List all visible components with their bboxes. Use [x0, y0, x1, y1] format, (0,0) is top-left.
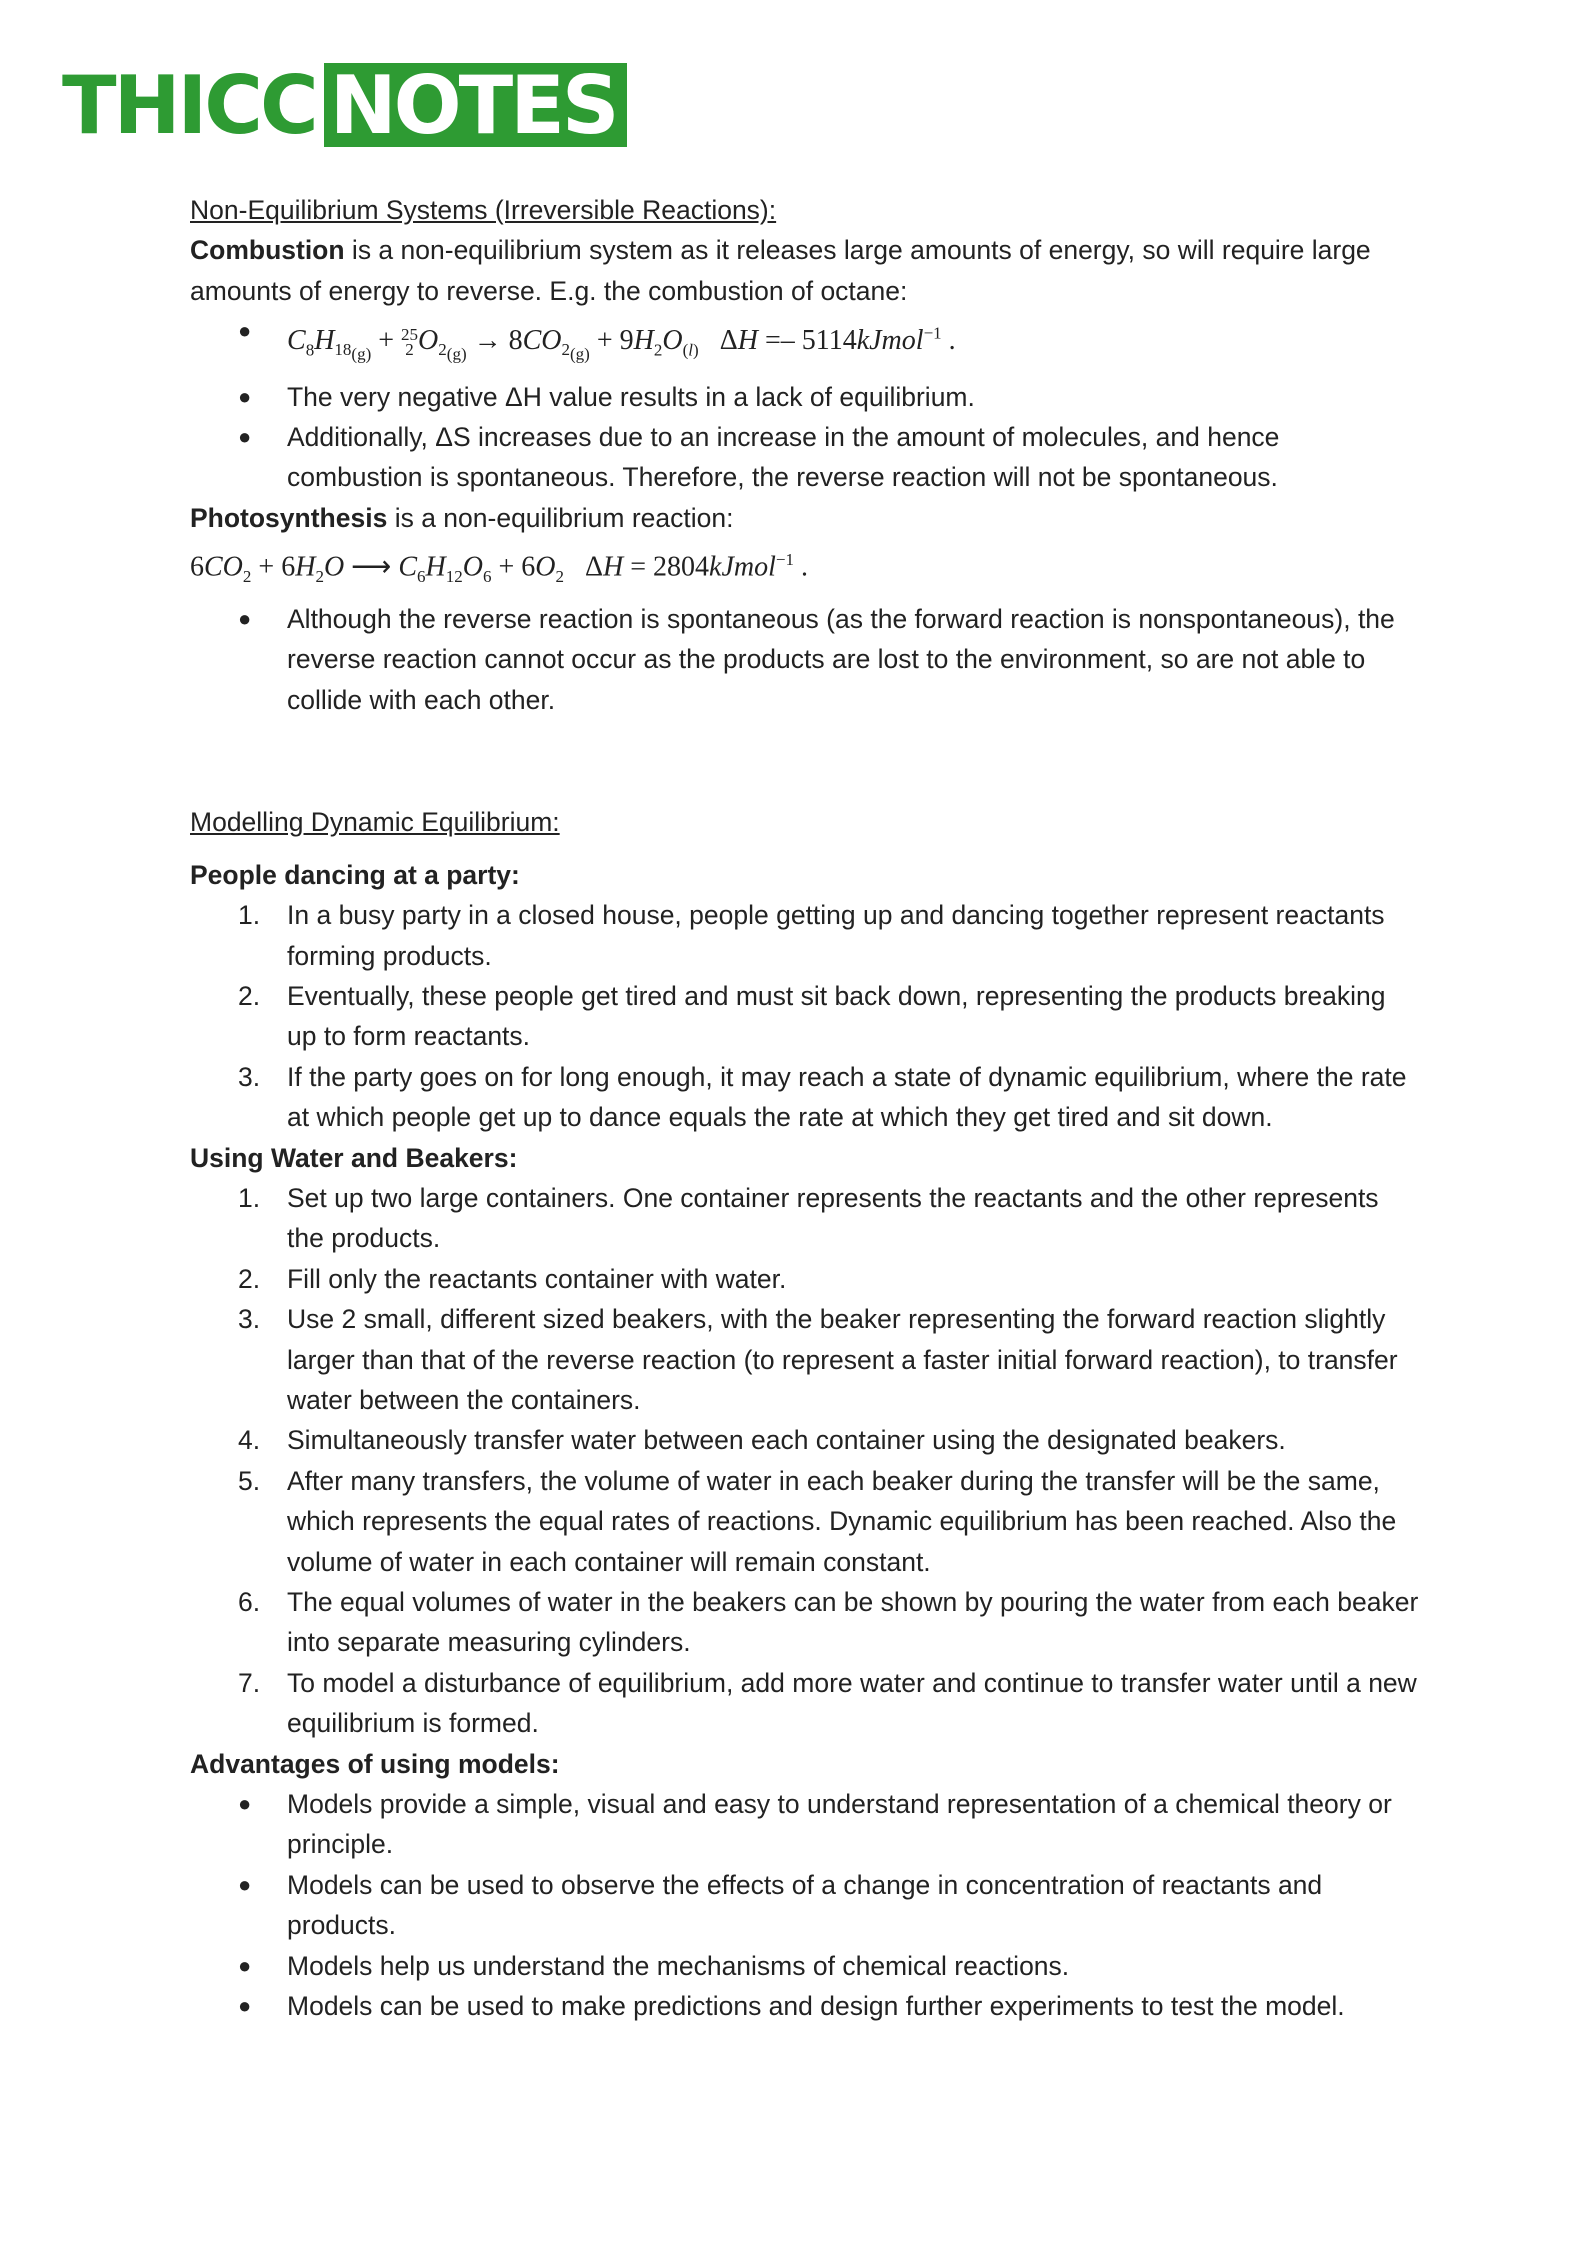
list-number: 7. [238, 1667, 261, 1698]
subheading-party: People dancing at a party: [190, 859, 520, 890]
combustion-equation: $C_8H_{18_{(g)}} + 25$ 2 $O_{2_{(g)}} \to 8CO_{2_{(g)}} + 9H_2O_{(l)}$ ΔH =– 5114kJmol$^{-1}$ . [287, 323, 956, 364]
list-item [190, 1784, 1420, 1865]
bullet-icon: ● [238, 1993, 252, 2019]
list-item [190, 377, 1420, 417]
list-item [190, 1865, 1420, 1946]
item-text: Simultaneously transfer water between each container using the designated beakers. [287, 1425, 1286, 1456]
list-item [190, 1299, 1420, 1420]
bullet-text: Additionally, ΔS increases due to an increase in the amount of molecules, and hence combustion is spontaneous. Therefore, the reverse reaction will not be spontaneous. [287, 421, 1280, 493]
list-item [190, 1461, 1420, 1582]
list-item [190, 1057, 1420, 1138]
bullet-text: The very negative ΔH value results in a lack of equilibrium. [287, 381, 975, 412]
subheading-water: Using Water and Beakers: [190, 1142, 518, 1173]
list-item [190, 1178, 1420, 1259]
combustion-equation-item [190, 311, 1420, 376]
list-number: 1. [238, 900, 261, 931]
subheading-advantages: Advantages of using models: [190, 1748, 560, 1779]
bullet-text: Although the reverse reaction is spontaneous (as the forward reaction is nonspontaneous), the reverse reaction cannot occur as the products are lost to the environment, so are not able to collide with each other. [287, 604, 1395, 715]
list-item [190, 417, 1420, 498]
bullet-icon: ● [238, 606, 252, 632]
combustion-paragraph [190, 230, 1420, 311]
item-text: Set up two large containers. One container represents the reactants and the other represents the products. [287, 1182, 1379, 1254]
item-text: Models can be used to make predictions and design further experiments to test the model. [287, 1991, 1345, 2022]
list-number: 6. [238, 1587, 261, 1618]
list-number: 1. [238, 1182, 261, 1213]
item-text: Eventually, these people get tired and must sit back down, representing the products breaking up to form reactants. [287, 980, 1386, 1052]
list-item [190, 1259, 1420, 1299]
term-photosynthesis: Photosynthesis [190, 502, 388, 533]
item-text: Models provide a simple, visual and easy to understand representation of a chemical theory or principle. [287, 1789, 1392, 1860]
list-number: 3. [238, 1061, 261, 1092]
document-body [190, 190, 1420, 2026]
list-item [190, 976, 1420, 1057]
list-item [190, 1582, 1420, 1663]
item-text: Fill only the reactants container with water. [287, 1263, 787, 1294]
photosynthesis-text: is a non-equilibrium reaction: [387, 502, 734, 533]
list-item [190, 1420, 1420, 1460]
item-text: Models can be used to observe the effects of a change in concentration of reactants and products. [287, 1869, 1323, 1941]
bullet-icon: ● [238, 318, 252, 344]
list-item [190, 1663, 1420, 1744]
bullet-icon: ● [238, 1791, 252, 1817]
list-number: 2. [238, 1263, 261, 1294]
term-combustion: Combustion [190, 235, 345, 266]
thiccnotes-logo [62, 58, 627, 152]
photosynthesis-equation: $6CO_2 + 6H_2O$ ⟶ $C_6H_{12}O_6 + 6O_2$ ΔH = 2804kJmol$^{-1}$ . [190, 550, 808, 587]
item-text: To model a disturbance of equilibrium, add more water and continue to transfer water until a new equilibrium is formed. [287, 1667, 1417, 1739]
item-text: Models help us understand the mechanisms of chemical reactions. [287, 1950, 1070, 1981]
item-text: The equal volumes of water in the beakers can be shown by pouring the water from each beaker into separate measuring cylinders. [287, 1587, 1419, 1658]
section-heading-non-equilibrium: Non-Equilibrium Systems (Irreversible Reactions): [190, 195, 777, 225]
water-list [190, 1178, 1420, 1744]
list-item [190, 1946, 1420, 1986]
section-heading-modelling: Modelling Dynamic Equilibrium: [190, 807, 560, 838]
list-number: 3. [238, 1304, 261, 1335]
list-item [190, 895, 1420, 976]
item-text: Use 2 small, different sized beakers, with the beaker representing the forward reaction slightly larger than that of the reverse reaction (to represent a faster initial forward reaction), to transfer water between the containers. [287, 1304, 1398, 1415]
bullet-icon: ● [238, 1871, 252, 1897]
combustion-text: is a non-equilibrium system as it releases large amounts of energy, so will require large amounts of energy to reverse. E.g. the combustion of octane: [190, 235, 1371, 306]
list-item [190, 599, 1420, 720]
list-item [190, 1986, 1420, 2026]
logo-part2: NOTES [324, 63, 627, 147]
bullet-icon: ● [238, 383, 252, 409]
photosynthesis-paragraph [190, 498, 1420, 538]
bullet-icon: ● [238, 423, 252, 449]
party-list [190, 895, 1420, 1137]
item-text: In a busy party in a closed house, people getting up and dancing together represent reactants forming products. [287, 900, 1385, 971]
list-number: 5. [238, 1465, 261, 1496]
item-text: If the party goes on for long enough, it may reach a state of dynamic equilibrium, where the rate at which people get up to dance equals the rate at which they get tired and sit down. [287, 1061, 1407, 1133]
advantages-list [190, 1784, 1420, 2026]
list-number: 4. [238, 1425, 261, 1456]
list-number: 2. [238, 980, 261, 1011]
logo-part1: THICC [62, 58, 316, 152]
bullet-icon: ● [238, 1952, 252, 1978]
item-text: After many transfers, the volume of water in each beaker during the transfer will be the same, which represents the equal rates of reactions. Dynamic equilibrium has been reached. Also the volume of water in each container will remain constant. [287, 1465, 1397, 1577]
